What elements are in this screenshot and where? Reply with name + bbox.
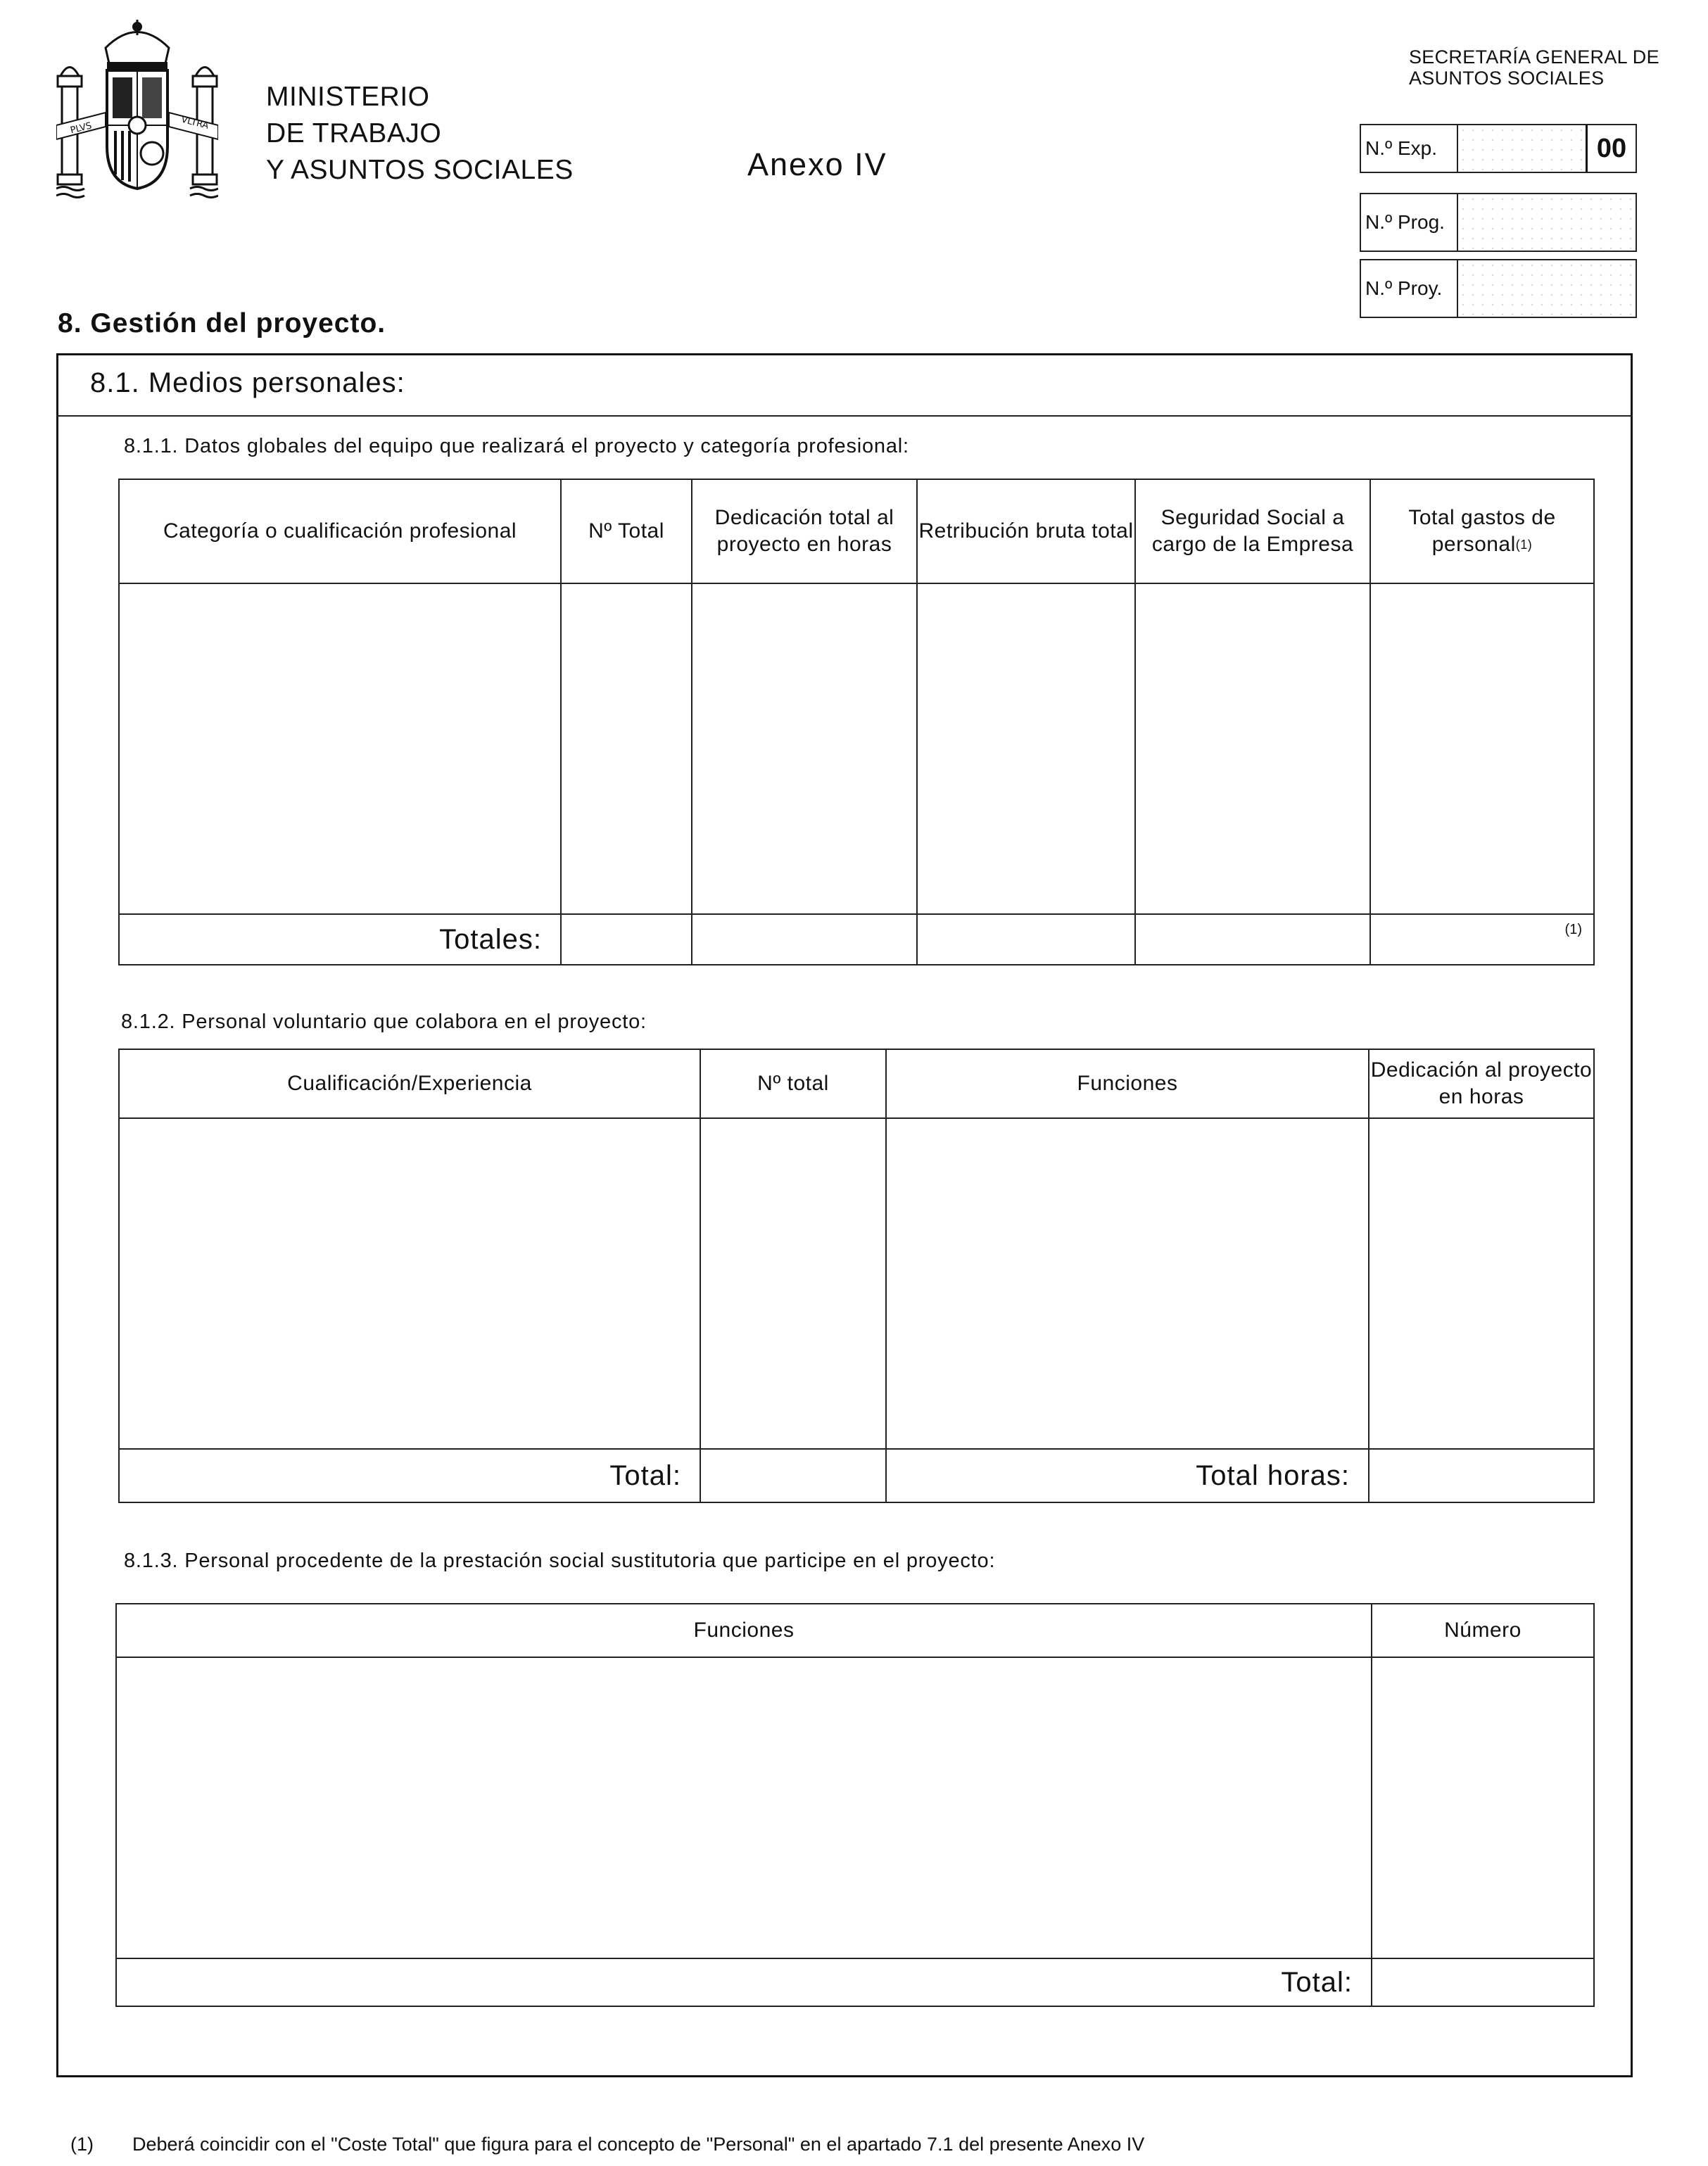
expediente-code: 00 [1586, 125, 1636, 172]
t811-total-dedicacion[interactable] [692, 914, 917, 965]
table-812 [118, 1049, 1595, 1503]
t811-header-total-gastos: Total gastos de personal$^{(1)}$ [1370, 479, 1594, 583]
t812-total-hours[interactable] [1369, 1449, 1594, 1502]
secretaria-line-2: ASUNTOS SOCIALES [1409, 68, 1605, 89]
totals-row [116, 1958, 1594, 2006]
t811-cell-categoria[interactable] [119, 583, 561, 914]
t812-header-dedicacion: Dedicación al proyecto en horas [1369, 1049, 1594, 1118]
section-8-1-title: 8.1. Medios personales: [90, 367, 405, 398]
ministry-line-2: DE TRABAJO [266, 118, 442, 148]
t811-header-seguridad-social: Seguridad Social a cargo de la Empresa [1135, 479, 1370, 583]
footnote [70, 2134, 1144, 2155]
t813-total-label: Total: [116, 1958, 1372, 2006]
table-811 [118, 479, 1595, 965]
ministry-line-1: MINISTERIO [266, 82, 430, 112]
t811-cell-num-total[interactable] [561, 583, 692, 914]
t812-total-num[interactable] [700, 1449, 886, 1502]
t812-header-num-total: Nº total [700, 1049, 886, 1118]
proyecto-box [1360, 259, 1637, 318]
t812-total-label: Total: [119, 1449, 700, 1502]
table-row [119, 583, 1594, 914]
t811-cell-total-gastos[interactable] [1370, 583, 1594, 914]
t811-header-categoria: Categoría o cualificación profesional [119, 479, 561, 583]
table-row [119, 1118, 1594, 1449]
t811-header-retribucion: Retribución bruta total [917, 479, 1135, 583]
t813-cell-numero[interactable] [1372, 1657, 1594, 1958]
t812-cell-funciones[interactable] [886, 1118, 1369, 1449]
section-8-title: 8. Gestión del proyecto. [58, 308, 386, 338]
table-row [116, 1657, 1594, 1958]
programa-field[interactable] [1458, 194, 1636, 251]
svg-text:VLTRA: VLTRA [179, 114, 210, 132]
t811-total-note[interactable]: (1) [1370, 914, 1594, 965]
t812-cell-dedicacion[interactable] [1369, 1118, 1594, 1449]
secretaria-name [1409, 46, 1659, 89]
t812-cell-cualificacion[interactable] [119, 1118, 700, 1449]
svg-text:PLVS: PLVS [69, 120, 94, 137]
t813-total-numero[interactable] [1372, 1958, 1594, 2006]
proyecto-field[interactable] [1458, 260, 1636, 317]
t811-total-seguridad-social[interactable] [1135, 914, 1370, 965]
t812-header-funciones: Funciones [886, 1049, 1369, 1118]
t811-total-num[interactable] [561, 914, 692, 965]
footnote-text: Deberá coincidir con el "Coste Total" que figura para el concepto de "Personal" en el apartado 7.1 del presente Anexo IV [132, 2134, 1145, 2155]
coat-of-arms-icon [56, 20, 218, 201]
totals-row [119, 914, 1594, 965]
t811-cell-dedicacion[interactable] [692, 583, 917, 914]
t813-cell-funciones[interactable] [116, 1657, 1372, 1958]
ministry-line-3: Y ASUNTOS SOCIALES [266, 155, 574, 185]
t813-header-numero: Número [1372, 1604, 1594, 1657]
expediente-field[interactable] [1458, 125, 1586, 172]
proyecto-label: N.º Proy. [1361, 260, 1458, 317]
table-812-caption: 8.1.2. Personal voluntario que colabora en el proyecto: [121, 1011, 647, 1033]
t812-cell-num-total[interactable] [700, 1118, 886, 1449]
t813-header-funciones: Funciones [116, 1604, 1372, 1657]
t812-header-cualificacion: Cualificación/Experiencia [119, 1049, 700, 1118]
table-811-caption: 8.1.1. Datos globales del equipo que realizará el proyecto y categoría profesional: [124, 435, 909, 457]
programa-label: N.º Prog. [1361, 194, 1458, 251]
t811-header-note: (1) [1515, 538, 1533, 552]
ministry-name [266, 79, 574, 189]
t811-header-dedicacion: Dedicación total al proyecto en horas [692, 479, 917, 583]
t811-cell-seguridad-social[interactable] [1135, 583, 1370, 914]
t811-total-retribucion[interactable] [917, 914, 1135, 965]
table-813 [115, 1603, 1595, 2007]
t811-cell-retribucion[interactable] [917, 583, 1135, 914]
t812-total-hours-label: Total horas: [886, 1449, 1369, 1502]
annex-title: Anexo IV [747, 146, 887, 182]
t811-header-num-total: Nº Total [561, 479, 692, 583]
t811-totals-label: Totales: [119, 914, 561, 965]
totals-row [119, 1449, 1594, 1502]
expediente-label: N.º Exp. [1361, 125, 1458, 172]
secretaria-line-1: SECRETARÍA GENERAL DE [1409, 46, 1659, 68]
programa-box [1360, 193, 1637, 252]
table-813-caption: 8.1.3. Personal procedente de la prestación social sustitutoria que participe en el proyecto: [124, 1550, 996, 1572]
footnote-marker: (1) [70, 2134, 94, 2155]
section-8-1-divider [56, 415, 1633, 417]
expediente-box [1360, 124, 1637, 173]
